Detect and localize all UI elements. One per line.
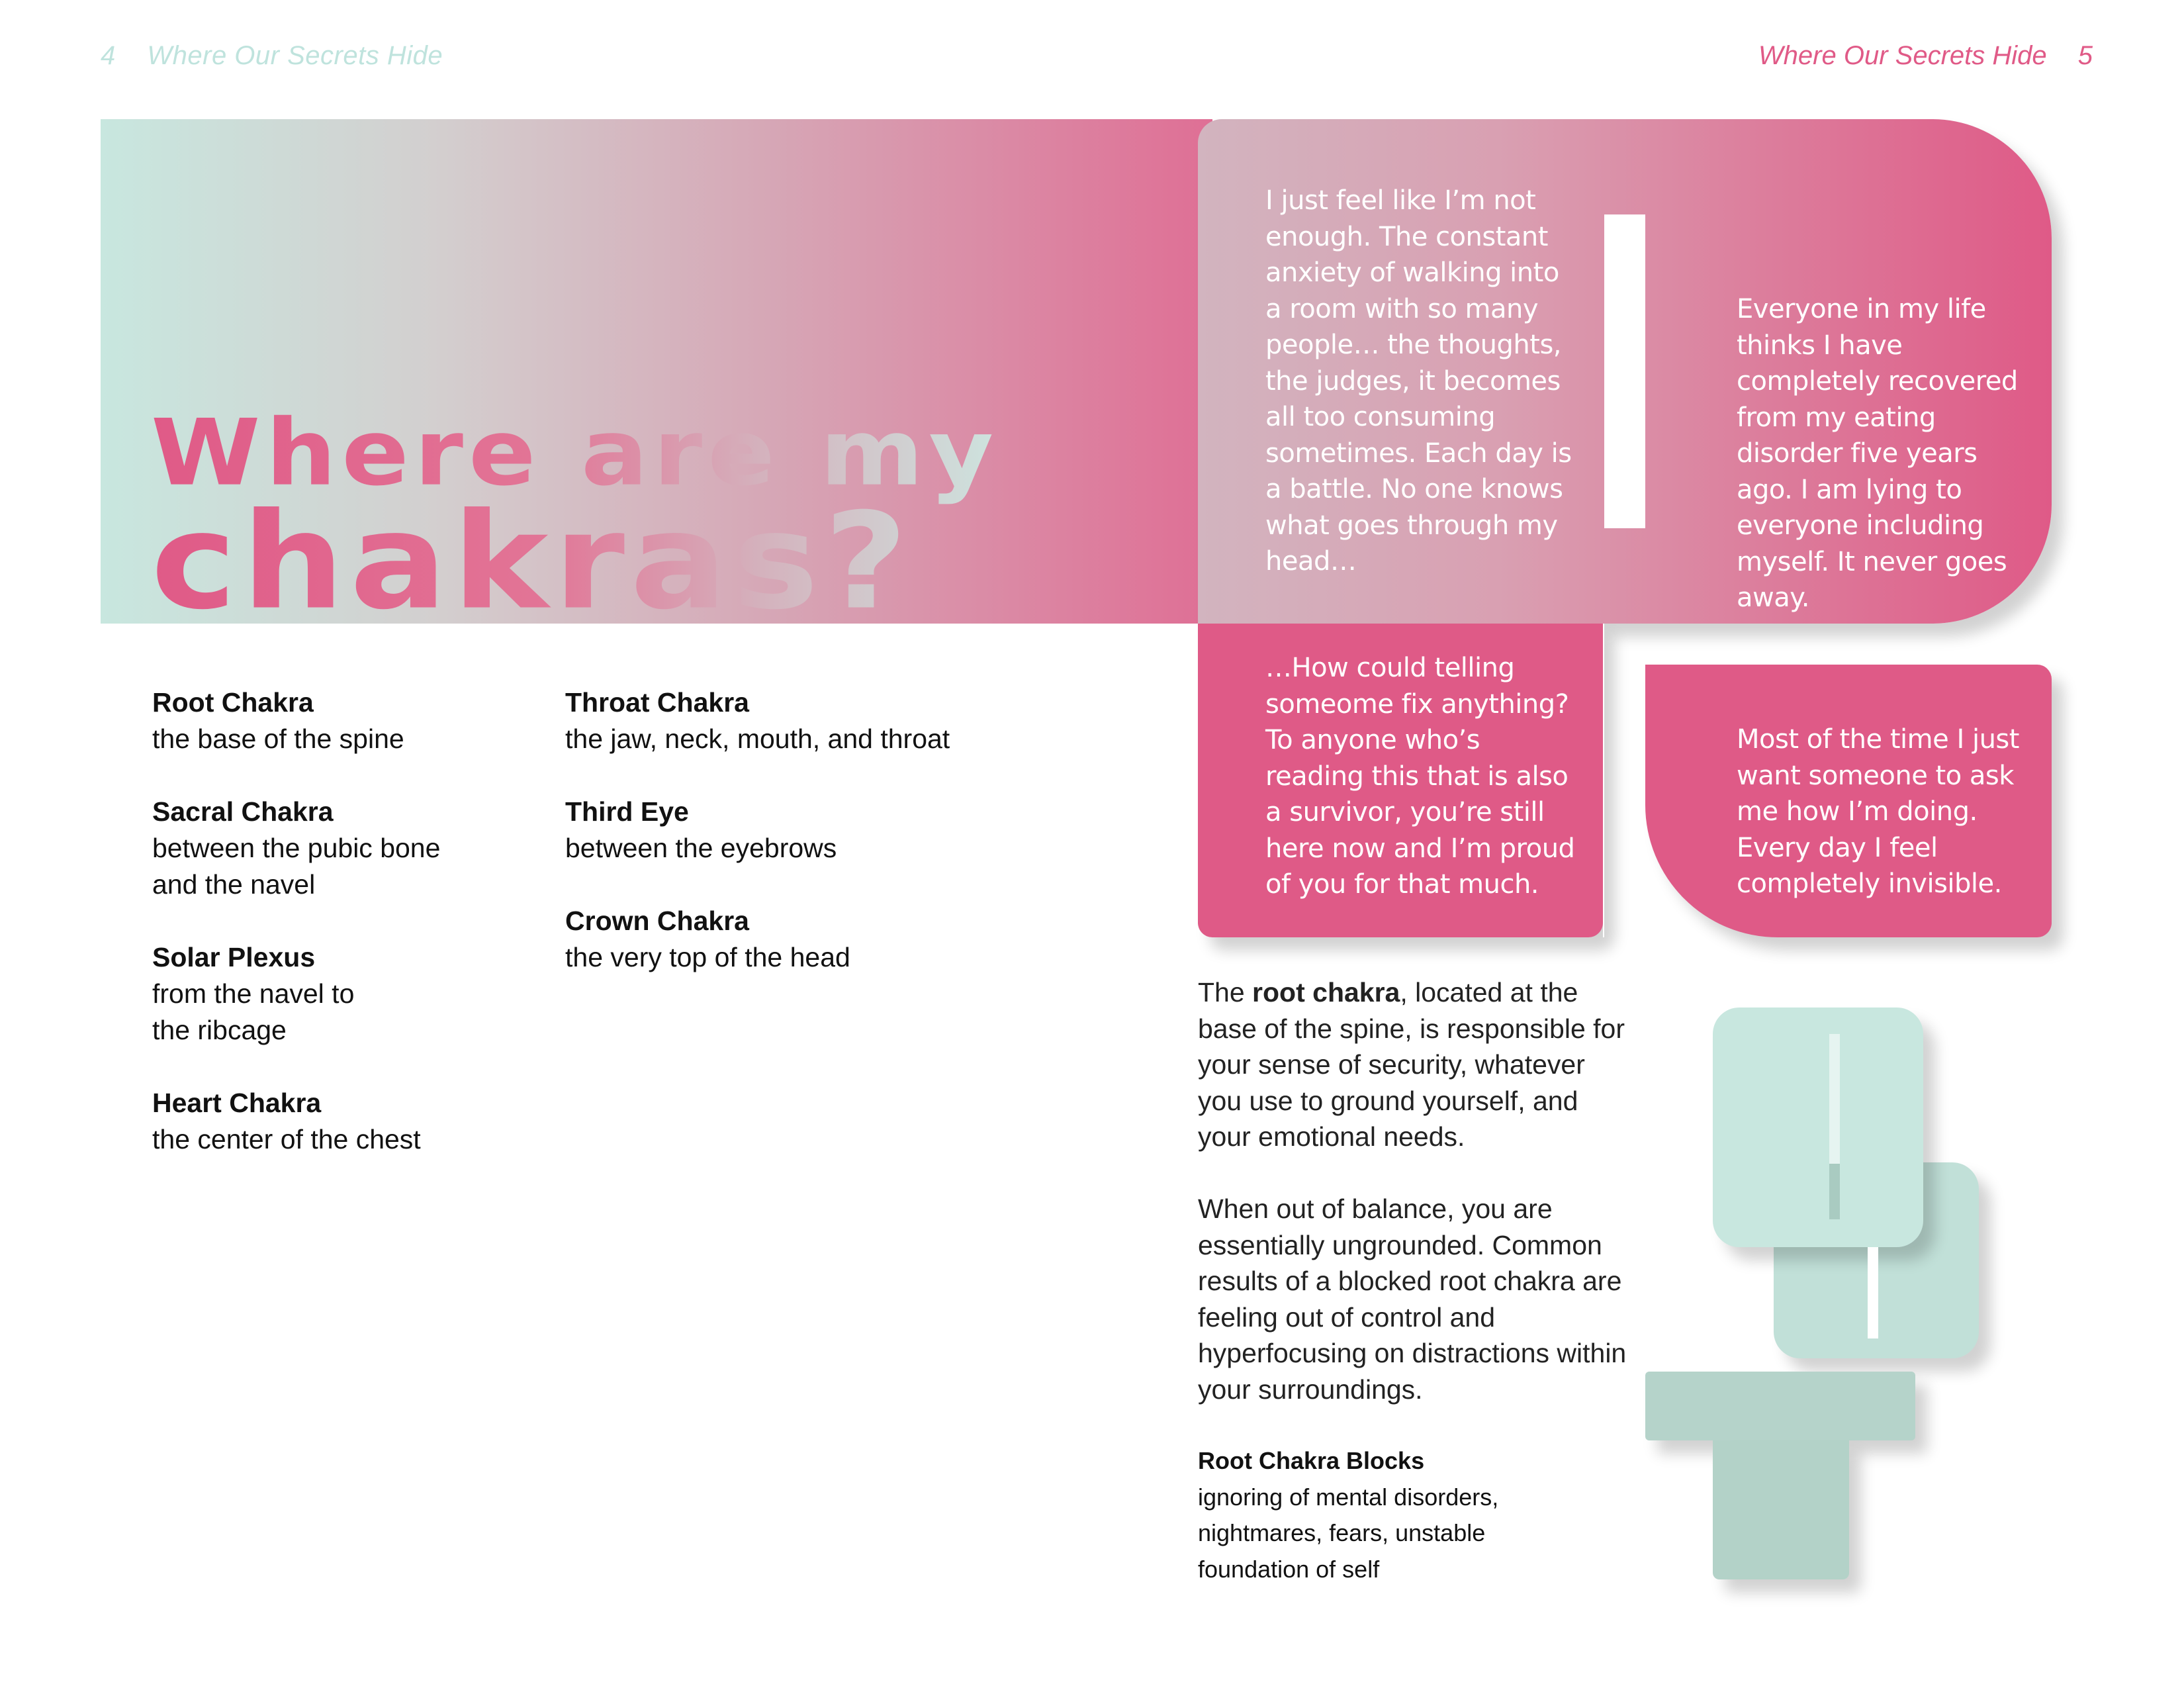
- chakra-desc: the center of the chest: [152, 1124, 421, 1154]
- hero-title-line2: chakras?: [151, 485, 913, 639]
- chakra-desc: between the eyebrows: [565, 833, 837, 863]
- left-page-number: 4: [101, 41, 116, 70]
- article-paragraph: When out of balance, you are essentially ungrounded. Common results of a blocked root chakra are feeling out of control and hyperfocusing on distractions within your surroundings.: [1198, 1194, 1627, 1405]
- chakra-name: Heart Chakra: [152, 1088, 322, 1118]
- anonymous-quote: Everyone in my life thinks I have completely recovered from my eating disorder five years ago. I am lying to everyone including myself. It never goes away.: [1737, 294, 2018, 613]
- blocks-text: ignoring of mental disorders, nightmares, fears, unstable foundation of self: [1198, 1483, 1499, 1583]
- chakra-desc: the jaw, neck, mouth, and throat: [565, 724, 950, 754]
- mint-t-bar: [1645, 1372, 1915, 1440]
- right-running-title: Where Our Secrets Hide: [1758, 41, 2047, 70]
- chakra-item: [152, 794, 523, 903]
- anonymous-quote: Most of the time I just want someone to ask me how I’m doing. Every day I feel completely invisible.: [1737, 724, 2019, 899]
- right-running-header: [1758, 41, 2093, 71]
- letter-r-gap: [1603, 624, 1604, 937]
- chakra-desc: from the navel to the ribcage: [152, 978, 355, 1045]
- root-chakra-blocks: [1198, 1443, 1595, 1587]
- chakra-item: [565, 794, 1068, 867]
- mint-t-stem: [1713, 1440, 1849, 1579]
- chakra-list-column1: [152, 684, 523, 1194]
- chakra-desc: the very top of the head: [565, 942, 850, 972]
- chakra-item: [565, 903, 1068, 976]
- left-running-title: Where Our Secrets Hide: [147, 41, 443, 70]
- chakra-item: [152, 939, 523, 1049]
- chakra-item: [565, 684, 1068, 757]
- chakra-list-column2: [565, 684, 1068, 1012]
- letter-r-counter: [1604, 214, 1645, 528]
- article-text: , located at the base of the spine, is responsible for your sense of security, whatever you use to ground yourself, and your emotional needs.: [1198, 977, 1625, 1152]
- root-chakra-article: [1198, 974, 1635, 1444]
- anonymous-quote: …How could telling someome fix anything? To anyone who’s reading this that is also a survivor, you’re still here now and I’m proud of you for that much.: [1265, 653, 1575, 900]
- blocks-heading: Root Chakra Blocks: [1198, 1447, 1425, 1474]
- anonymous-quote: I just feel like I’m not enough. The constant anxiety of walking into a room with so many people… the thoughts, the judges, it becomes all too consuming sometimes. Each day is a battle. No one knows what goes through my head…: [1265, 185, 1572, 577]
- hero-title: [151, 400, 1024, 639]
- chakra-item: [152, 1085, 523, 1158]
- right-page-number: 5: [2077, 41, 2093, 70]
- chakra-item: [152, 684, 523, 757]
- chakra-name: Root Chakra: [152, 687, 314, 718]
- chakra-name: Solar Plexus: [152, 942, 316, 972]
- chakra-name: Third Eye: [565, 796, 689, 827]
- mint-letter-counter: [1829, 1164, 1840, 1219]
- article-text: The: [1198, 977, 1253, 1008]
- chakra-name: Crown Chakra: [565, 906, 749, 936]
- article-bold-term: root chakra: [1252, 977, 1400, 1008]
- chakra-name: Throat Chakra: [565, 687, 749, 718]
- article-paragraph: [1198, 974, 1635, 1155]
- chakra-desc: the base of the spine: [152, 724, 404, 754]
- mint-letter-block: [1713, 1008, 1923, 1247]
- mint-letter-counter: [1868, 1247, 1878, 1338]
- left-running-header: [101, 41, 443, 71]
- chakra-desc: between the pubic bone and the navel: [152, 833, 441, 900]
- hero-title-line1: Where are my: [151, 400, 999, 506]
- chakra-name: Sacral Chakra: [152, 796, 334, 827]
